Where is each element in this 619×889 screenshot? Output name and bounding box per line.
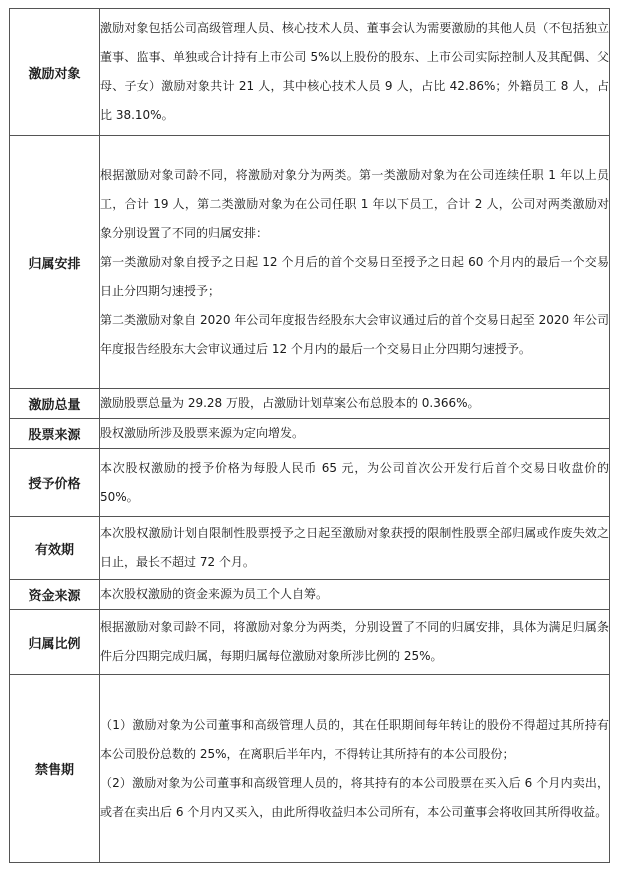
row-label: 禁售期 [10, 675, 100, 863]
row-content [100, 136, 610, 389]
row-vesting-ratio [10, 610, 610, 675]
row-label: 授予价格 [10, 449, 100, 517]
row-paragraph: 根据激励对象司龄不同，将激励对象分为两类，分别设置了不同的归属安排，具体为满足归属条件后分四期完成归属，每期归属每位激励对象所涉比例的 25%。 [100, 620, 609, 663]
row-content [100, 9, 610, 136]
row-paragraph: 本次股权激励计划自限制性股票授予之日起至激励对象获授的限制性股票全部归属或作废失效之日止，最长不超过 72 个月。 [100, 526, 609, 569]
row-content [100, 580, 610, 610]
row-grant-price [10, 449, 610, 517]
incentive-terms-table [9, 8, 610, 863]
row-label: 有效期 [10, 517, 100, 580]
row-content [100, 449, 610, 517]
row-lockup-period [10, 675, 610, 863]
row-label: 激励对象 [10, 9, 100, 136]
row-paragraph: （2）激励对象为公司董事和高级管理人员的，将其持有的本公司股票在买入后 6 个月内卖出，或者在卖出后 6 个月内又买入，由此所得收益归本公司所有，本公司董事会将收回其所得收益。 [100, 775, 609, 819]
row-paragraph: 激励股票总量为 29.28 万股，占激励计划草案公布总股本的 0.366%。 [100, 396, 480, 410]
row-label: 激励总量 [10, 389, 100, 419]
row-paragraph: 激励对象包括公司高级管理人员、核心技术人员、董事会认为需要激励的其他人员（不包括独立董事、监事、单独或合计持有上市公司 5%以上股份的股东、上市公司实际控制人及其配偶、父母、子女）激励对象共计 21 人，其中核心技术人员 9 人，占比 42.86%；外籍员工 8 人，占比 38.10%。 [100, 21, 609, 122]
row-content [100, 517, 610, 580]
row-paragraph: （1）激励对象为公司董事和高级管理人员的，其在任职期间每年转让的股份不得超过其所持有本公司股份总数的 25%，在离职后半年内，不得转让其所持有的本公司股份； [100, 717, 609, 761]
row-validity-period [10, 517, 610, 580]
row-label: 归属安排 [10, 136, 100, 389]
row-label: 归属比例 [10, 610, 100, 675]
row-paragraph: 本次股权激励的授予价格为每股人民币 65 元，为公司首次公开发行后首个交易日收盘价的 50%。 [100, 460, 609, 504]
row-total-amount [10, 389, 610, 419]
row-fund-source [10, 580, 610, 610]
row-paragraph: 股权激励所涉及股票来源为定向增发。 [100, 426, 305, 440]
row-paragraph: 第一类激励对象自授予之日起 12 个月后的首个交易日至授予之日起 60 个月内的最后一个交易日止分四期匀速授予； [100, 254, 609, 298]
row-content [100, 610, 610, 675]
row-label: 资金来源 [10, 580, 100, 610]
row-paragraph: 根据激励对象司龄不同，将激励对象分为两类。第一类激励对象为在公司连续任职 1 年以上员工，合计 19 人，第二类激励对象为在公司任职 1 年以下员工，合计 2 人，公司对两类激励对象分别设置了不同的归属安排： [100, 167, 609, 240]
row-content [100, 389, 610, 419]
row-vesting-arrangement [10, 136, 610, 389]
row-incentive-targets [10, 9, 610, 136]
row-content [100, 675, 610, 863]
row-paragraph: 第二类激励对象自 2020 年公司年度报告经股东大会审议通过后的首个交易日起至 2020 年公司年度报告经股东大会审议通过后 12 个月内的最后一个交易日止分四期匀速授予。 [100, 312, 609, 356]
row-paragraph: 本次股权激励的资金来源为员工个人自筹。 [100, 587, 329, 601]
row-content [100, 419, 610, 449]
row-stock-source [10, 419, 610, 449]
row-label: 股票来源 [10, 419, 100, 449]
